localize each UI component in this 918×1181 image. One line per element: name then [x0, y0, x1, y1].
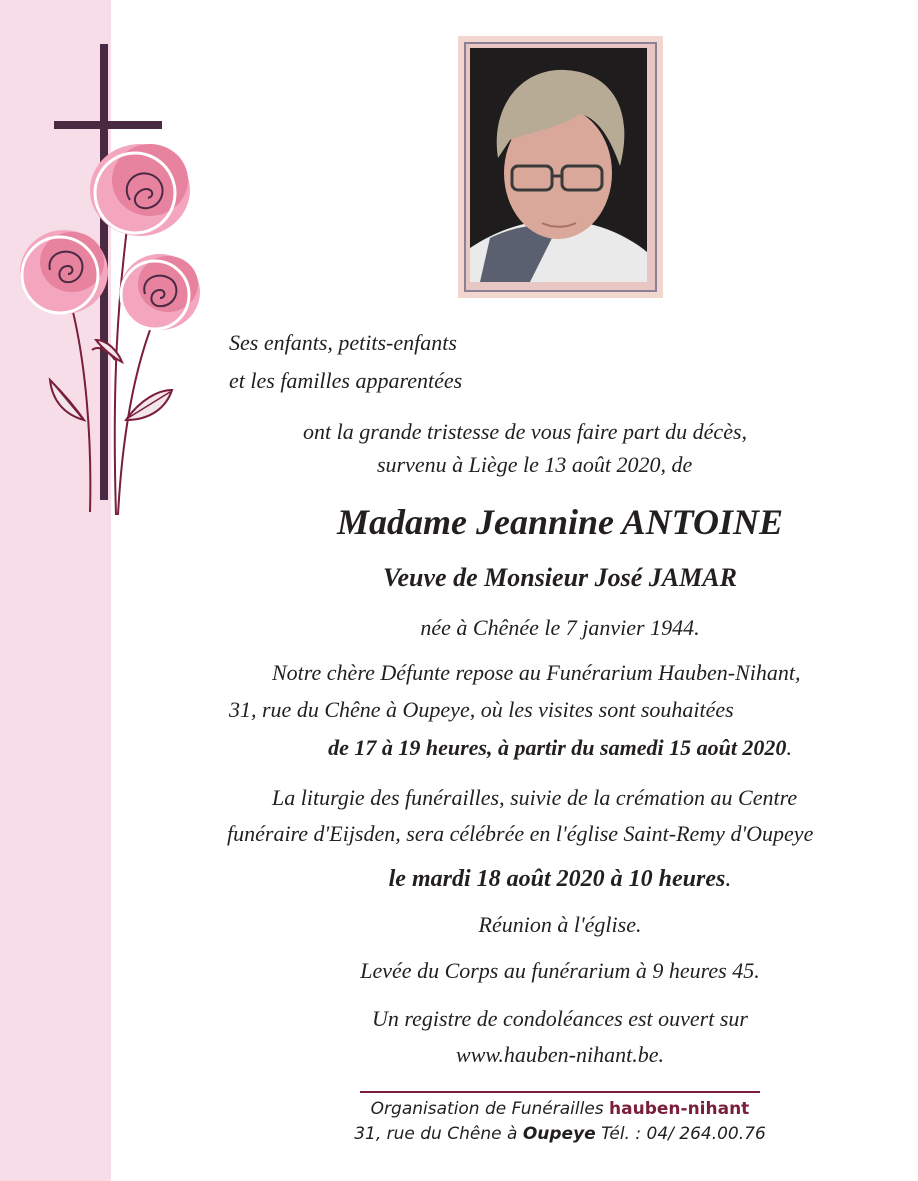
portrait-frame	[458, 36, 663, 298]
visits-line: de 17 à 19 heures, à partir du samedi 15 août 2020.	[328, 735, 792, 760]
visits-hours: de 17 à 19 heures, à partir du samedi 15 août 2020	[328, 735, 787, 760]
portrait-photo	[470, 48, 647, 282]
ceremony-line: le mardi 18 août 2020 à 10 heures.	[388, 866, 732, 892]
announce-line-1: ont la grande tristesse de vous faire part du décès,	[303, 419, 748, 444]
birth-line: née à Chênée le 7 janvier 1944.	[420, 615, 700, 640]
footer-brand: hauben-nihant	[609, 1099, 750, 1119]
intro-line-1: Ses enfants, petits-enfants	[229, 330, 457, 355]
liturgy-line-2: funéraire d'Eijsden, sera célébrée en l'église Saint-Remy d'Oupeye	[227, 821, 814, 846]
footer-organisation	[300, 1099, 820, 1119]
rest-line-2: 31, rue du Chêne à Oupeye, où les visites sont souhaitées	[229, 697, 734, 722]
deceased-name: Madame Jeannine ANTOINE	[336, 502, 784, 542]
cross-horizontal	[54, 121, 162, 129]
footer-address-prefix: 31, rue du Chêne à	[354, 1124, 518, 1144]
rose-right-icon	[120, 254, 200, 330]
rose-top-icon	[90, 144, 190, 236]
rest-line-1: Notre chère Défunte repose au Funérarium Hauben-Nihant,	[272, 660, 801, 685]
registry-link[interactable]: www.hauben-nihant.be.	[456, 1042, 664, 1067]
footer-org-label: Organisation de Funérailles	[370, 1099, 604, 1119]
footer-phone: Tél. : 04/ 264.00.76	[601, 1124, 766, 1144]
cross-and-roses-decoration	[0, 0, 220, 530]
ceremony-date: le mardi 18 août 2020 à 10 heures	[388, 866, 726, 892]
rose-left-icon	[20, 230, 108, 314]
footer-divider	[360, 1091, 760, 1093]
leaf-icons	[50, 340, 172, 420]
liturgy-line-1: La liturgie des funérailles, suivie de la crémation au Centre	[272, 785, 798, 810]
portrait-inner-border	[464, 42, 657, 292]
levee-line: Levée du Corps au funérarium à 9 heures 45.	[360, 958, 760, 983]
registry-line-1: Un registre de condoléances est ouvert sur	[372, 1006, 748, 1031]
footer-city: Oupeye	[522, 1124, 596, 1144]
spouse-line: Veuve de Monsieur José JAMAR	[383, 563, 737, 592]
announce-line-2: survenu à Liège le 13 août 2020, de	[377, 452, 693, 477]
meeting-line: Réunion à l'église.	[478, 912, 642, 937]
footer-address	[300, 1124, 820, 1144]
intro-line-2: et les familles apparentées	[229, 368, 463, 393]
